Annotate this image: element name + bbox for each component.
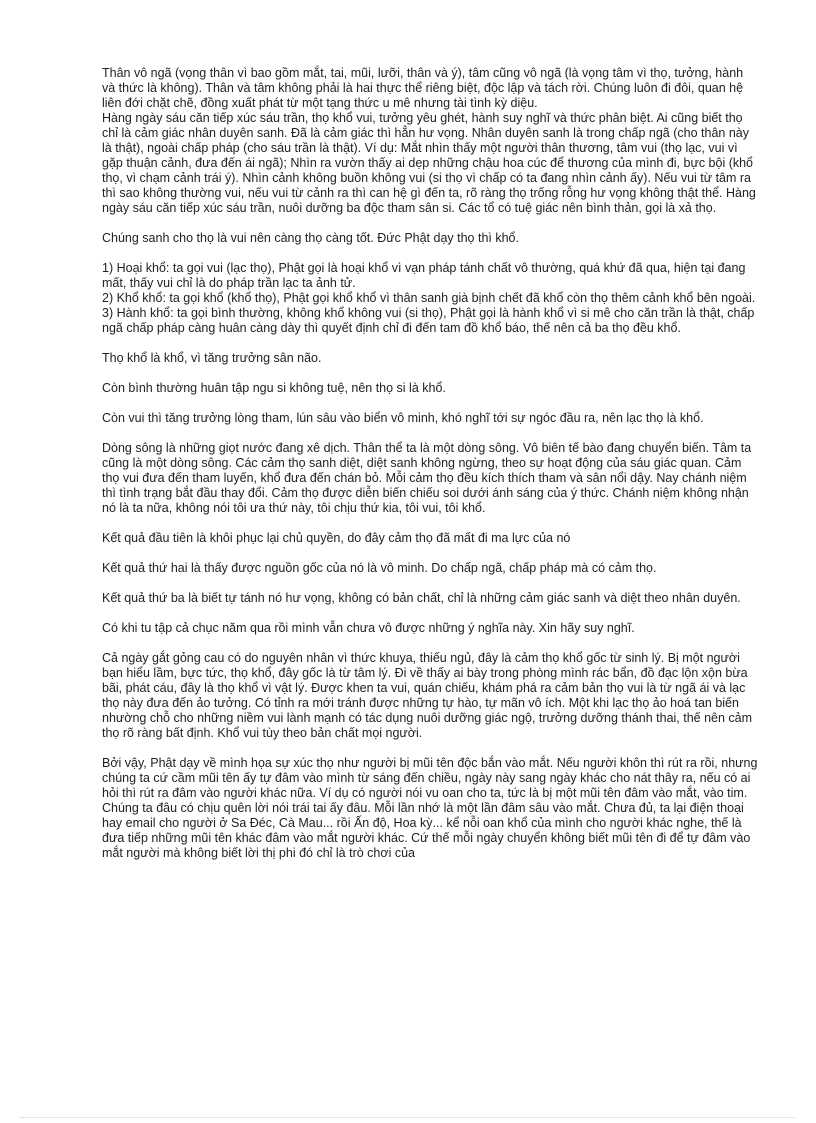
paragraph-painful-feeling: Thọ khổ là khổ, vì tăng trưởng sân não. <box>102 351 322 365</box>
paragraph-three-sufferings: 1) Hoại khổ: ta gọi vui (lạc thọ), Phật gọi là hoại khổ vì vạn pháp tánh chất vô thường, quá khứ đã qua, hiện tại đang mất, thấy vui chỉ là do pháp trần lạc ta ảnh tử. 2) Khổ khổ: ta gọi khổ (khổ thọ), Phật gọi khổ khổ vì thân sanh già bịnh chết đã khổ còn thọ thêm cảnh khổ bên ngoài. 3) Hành khổ: ta gọi bình thường, không khổ không vui (si thọ), Phật gọi là hành khổ vì si mê cho căn trần là thật, chấp ngã chấp pháp càng huân càng dày thì quyết định chỉ đi đến tam đồ khổ báo, thế nên cả ba thọ đều khổ. <box>102 261 756 335</box>
paragraph-pleasant-feeling: Còn vui thì tăng trưởng lòng tham, lún sâu vào biển vô minh, khó nghĩ tới sự ngóc đầu ra, nên lạc thọ là khổ. <box>102 411 704 425</box>
page-bottom-divider <box>20 1117 796 1118</box>
paragraph-river: Dòng sông là những giọt nước đang xê dịch. Thân thể ta là một dòng sông. Vô biên tế bào đang chuyển biến. Tâm ta cũng là một dòng sông. Các cảm thọ sanh diệt, diệt sanh không ngừng, theo sự hoạt động của sáu giác quan. Cảm thọ vui đưa đến tham luyến, khổ đưa đến chán bỏ. Mỗi cảm thọ đều kích thích tham và sân nổi dậy. Nay chánh niệm thì tình trạng bắt đầu thay đổi. Cảm thọ được diễn biến chiếu soi dưới ánh sáng của ý thức. Chánh niệm không nhận nó là ta nữa, không nói tôi ưa thứ này, tôi chịu thứ kia, tôi vui, tôi khổ. <box>102 441 752 515</box>
paragraph-poison-arrow: Bởi vậy, Phật dạy về mình họa sự xúc thọ như người bị mũi tên độc bắn vào mắt. Nếu người khôn thì rút ra rồi, nhưng chúng ta cứ cầm mũi tên ấy tự đâm vào mình từ sáng đến chiều, ngày này sang ngày khác cho nát thây ra, nếu có ai hỏi thì rút ra đâm vào người khác nữa. Ví dụ có người nói vu oan cho ta, tức là bị một mũi tên đâm vào mắt, vào tim. Chúng ta đâu có chịu quên lời nói trái tai ấy đâu. Mỗi lần nhớ là một lần đâm sâu vào mắt. Chưa đủ, ta lại điện thoại hay email cho người ở Sa Đéc, Cà Mau... rồi Ấn độ, Hoa kỳ... kể nỗi oan khổ của mình cho người khác nghe, thế là đưa tiếp những mũi tên khác đâm vào mắt người khác. Cứ thế mỗi ngày chuyển không biết mũi tên đi để tự đâm vào mắt người mà không biết lời thị phi đó chỉ là trò chơi của <box>102 756 758 860</box>
paragraph-reflection: Có khi tu tập cả chục năm qua rồi mình vẫn chưa vô được những ý nghĩa này. Xin hãy suy nghĩ. <box>102 621 635 635</box>
paragraph-result-one: Kết quả đầu tiên là khôi phục lại chủ quyền, do đây cảm thọ đã mất đi ma lực của nó <box>102 531 571 545</box>
paragraph-buddha-teaching: Chúng sanh cho thọ là vui nên càng thọ càng tốt. Đức Phật dạy thọ thì khổ. <box>102 231 519 245</box>
paragraph-intro: Thân vô ngã (vọng thân vì bao gồm mắt, tai, mũi, lưỡi, thân và ý), tâm cũng vô ngã (là vọng tâm vì thọ, tưởng, hành và thức là không). Thân và tâm không phải là hai thực thể riêng biệt, độc lập và tách rời. Chúng luôn đi đôi, quan hệ liên đới chặt chẽ, đồng xuất phát từ một tạng thức u mê nhưng tài tình kỳ diệu. Hàng ngày sáu căn tiếp xúc sáu trần, thọ khổ vui, tưởng yêu ghét, hành suy nghĩ và thức phân biệt. Ai cũng biết thọ chỉ là cảm giác nhân duyên sanh. Đã là cảm giác thì hẳn hư vọng. Nhân duyên sanh là trong chấp ngã (cho thân này là thật), ngoài chấp pháp (cho sáu trần là thật). Ví dụ: Mắt nhìn thấy một người thân thương, tâm vui (thọ lạc, vui vì gặp thuận cảnh, đưa đến ái ngã); Nhìn ra vườn thấy ai dẹp những chậu hoa cúc để thương của mình đi, bực bội (khổ thọ, vì chạm cảnh trái ý). Nhìn cảnh không buồn không vui (si thọ vì chấp có ta đang nhìn cảnh ấy). Nếu vui từ tâm ra thì sao không thường vui, nếu vui từ cảnh ra thì can hệ gì đến ta, rõ ràng thọ trống rỗng hư vọng không thật thể. Hàng ngày sáu căn tiếp xúc sáu trần, nuôi dưỡng ba độc tham sân si. Các tổ có tuệ giác nên bình thản, gọi là xả thọ. <box>102 66 756 215</box>
paragraph-result-two: Kết quả thứ hai là thấy được nguồn gốc của nó là vô minh. Do chấp ngã, chấp pháp mà có cảm thọ. <box>102 561 657 575</box>
document-page <box>102 66 758 876</box>
paragraph-neutral-feeling: Còn bình thường huân tập ngu si không tuệ, nên thọ si là khổ. <box>102 381 446 395</box>
paragraph-daily-irritation: Cả ngày gắt gỏng cau có do nguyên nhân vì thức khuya, thiếu ngủ, đây là cảm thọ khổ gốc từ sinh lý. Bị một người bạn hiểu lầm, bực tức, thọ khổ, đây gốc là từ tâm lý. Đi về thấy ai bày trong phòng mình rác bẩn, đồ đạc lộn xộn bừa bãi, phát cáu, đây là thọ khổ vì vật lý. Được khen ta vui, quán chiếu, khám phá ra cảm bản thọ vui là từ ngã ái và lạc thọ này đưa đến ảo tưởng. Có tỉnh ra mới tránh được những tự hào, tự mãn vô ích. Một khi lạc thọ ảo hoá tan biến nhường chỗ cho những niềm vui lành mạnh có tác dụng nuôi dưỡng giác ngộ, trưởng dưỡng thánh thai, thế nên cảm thọ rõ ràng bất định. Khổ vui tùy theo bản chất mọi người. <box>102 651 753 740</box>
paragraph-result-three: Kết quả thứ ba là biết tự tánh nó hư vọng, không có bản chất, chỉ là những cảm giác sanh và diệt theo nhân duyên. <box>102 591 741 605</box>
